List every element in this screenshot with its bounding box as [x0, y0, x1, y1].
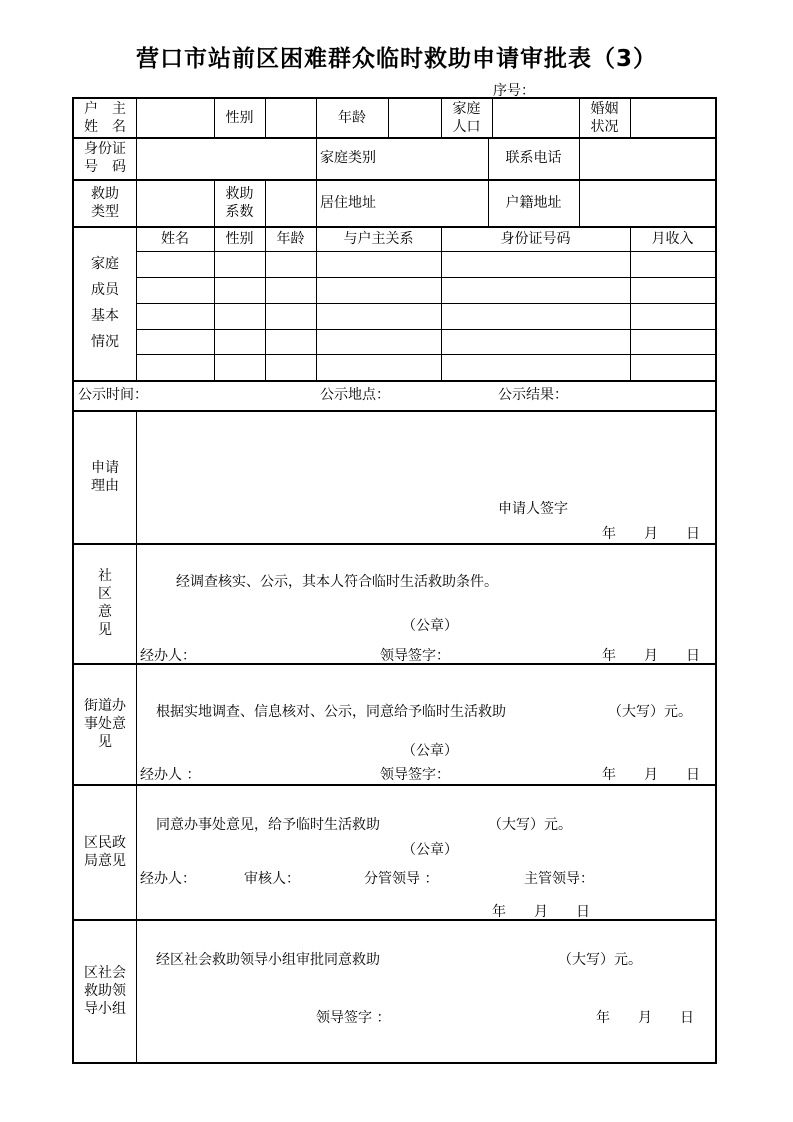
row-divider [74, 543, 715, 545]
row-divider [74, 137, 715, 139]
community-opinion-text: 经调查核实、公示，其本人符合临时生活救助条件。 [176, 574, 498, 590]
community-seal: （公章） [402, 618, 458, 634]
street-opinion-label: 街道办 事处意 见 [84, 697, 126, 750]
group-opinion-label: 区社会 救助领 导小组 [84, 964, 126, 1017]
row-divider [74, 380, 715, 382]
district-chief-leader: 主管领导： [524, 871, 594, 887]
publicity-time: 公示时间： [78, 387, 148, 403]
row-divider [74, 784, 715, 786]
application-date: 年 月 日 [602, 526, 700, 542]
street-opinion-text: 根据实地调查、信息核对、公示，同意给予临时生活救助 [156, 704, 506, 720]
col-divider [492, 99, 493, 137]
district-deputy-leader: 分管领导 ： [364, 871, 439, 887]
group-opinion-text: 经区社会救助领导小组审批同意救助 [156, 952, 380, 968]
member-header-id: 身份证号码 [500, 230, 571, 247]
street-date: 年 月 日 [602, 767, 700, 783]
publicity-place: 公示地点： [320, 387, 390, 403]
applicant-signature: 申请人签字 [498, 501, 568, 517]
street-leader-signature: 领导签字： [380, 767, 450, 783]
member-header-income: 月收入 [651, 230, 694, 247]
row-divider [74, 919, 715, 921]
col-divider [265, 99, 266, 137]
group-date: 年 月 日 [596, 1010, 694, 1026]
householder-label: 户 主 姓 名 [84, 101, 126, 135]
row-divider [74, 179, 715, 181]
id-number-label: 身份证 号 码 [84, 141, 126, 175]
district-opinion-amount: （大写）元。 [488, 817, 572, 833]
col-divider [630, 99, 631, 137]
community-opinion-label: 社 区 意 见 [98, 568, 112, 638]
publicity-result: 公示结果： [498, 387, 568, 403]
street-handler: 经办人 ： [140, 767, 201, 783]
family-members-label: 家庭 成员 基本 情况 [91, 256, 119, 350]
residence-label: 居住地址 [320, 194, 376, 211]
member-header-name: 姓名 [161, 230, 189, 247]
form-title: 营口市站前区困难群众临时救助申请审批表（3） [135, 46, 657, 72]
aid-coefficient-label: 救助 系数 [225, 185, 254, 220]
district-reviewer: 审核人： [244, 871, 300, 887]
street-opinion-amount: （大写）元。 [608, 704, 692, 720]
member-header-age: 年龄 [276, 230, 305, 247]
district-handler: 经办人： [140, 871, 196, 887]
community-date: 年 月 日 [602, 648, 700, 664]
phone-label: 联系电话 [505, 150, 562, 166]
col-divider [136, 99, 137, 226]
col-divider [388, 99, 389, 137]
family-size-label: 家庭 人口 [452, 101, 481, 135]
member-row-divider [136, 329, 715, 330]
row-divider [74, 410, 715, 412]
group-leader-signature: 领导签字 ： [316, 1010, 391, 1026]
district-opinion-text: 同意办事处意见，给予临时生活救助 [156, 817, 380, 833]
community-leader-signature: 领导签字： [380, 648, 450, 664]
serial-label: 序号： [493, 83, 535, 99]
col-divider [579, 137, 580, 226]
member-row-divider [136, 303, 715, 304]
member-row-divider [136, 277, 715, 278]
form-table [72, 97, 717, 1064]
aid-type-label: 救助 类型 [91, 185, 119, 220]
community-handler: 经办人： [140, 648, 196, 664]
col-divider [265, 179, 266, 226]
member-row-divider [136, 251, 715, 252]
district-opinion-label: 区民政 局意见 [84, 834, 126, 869]
member-row-divider [136, 354, 715, 355]
district-date: 年 月 日 [492, 904, 590, 920]
application-reason-label: 申请 理由 [91, 459, 119, 494]
gender-label: 性别 [225, 110, 254, 126]
member-header-gender: 性别 [225, 230, 254, 247]
family-type-label: 家庭类别 [320, 150, 376, 166]
street-seal: （公章） [402, 743, 458, 759]
age-label: 年龄 [338, 110, 366, 126]
district-seal: （公章） [402, 842, 458, 858]
household-register-label: 户籍地址 [505, 194, 562, 211]
col-divider [136, 410, 137, 1062]
member-header-relation: 与户主关系 [343, 230, 414, 247]
group-opinion-amount: （大写）元。 [558, 952, 642, 968]
marital-status-label: 婚姻 状况 [590, 101, 619, 135]
